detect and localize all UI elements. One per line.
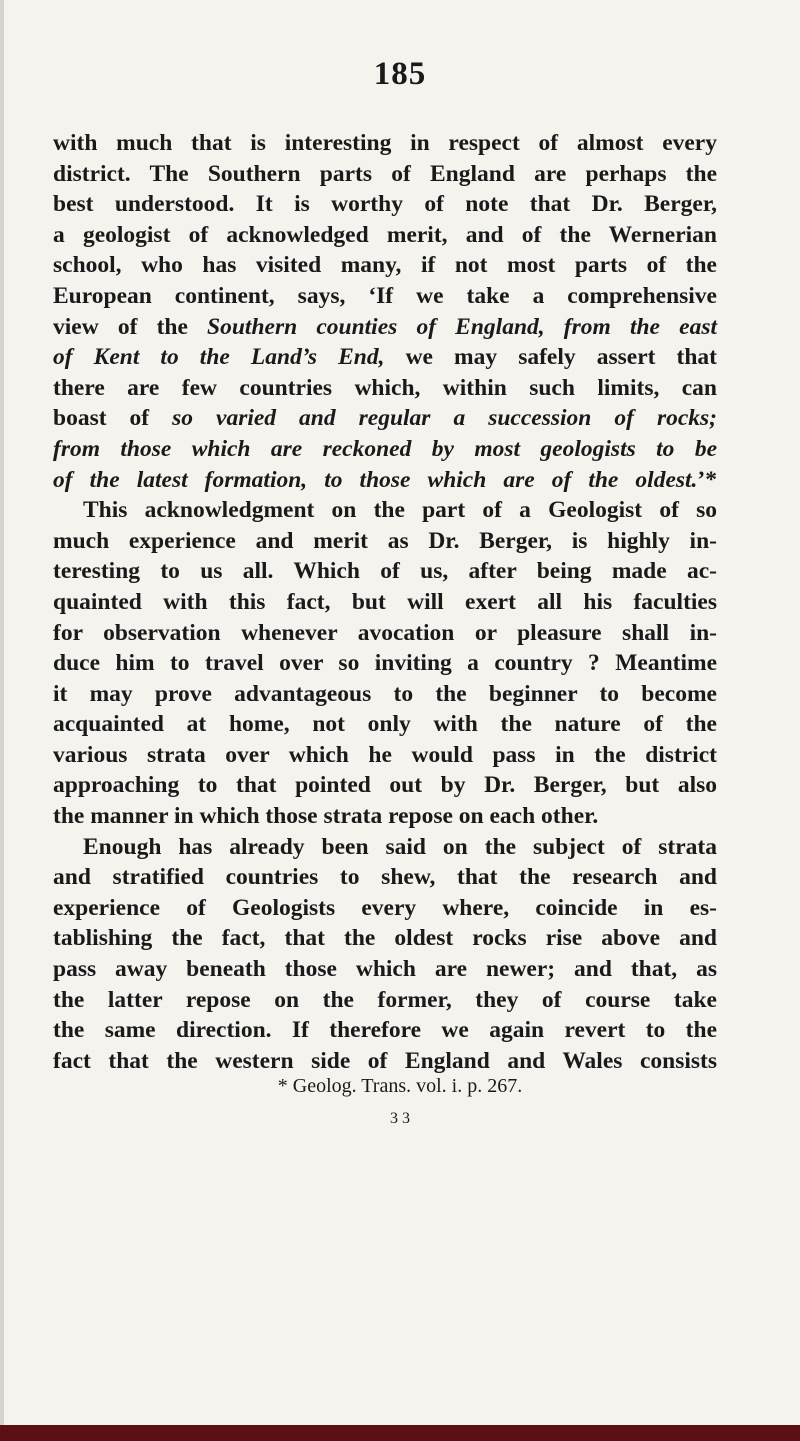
footnote: * Geolog. Trans. vol. i. p. 267. [277, 1075, 523, 1097]
text-line-27: tablishing the fact, that the oldest rocks rise above and [53, 925, 717, 952]
text-line-20: acquainted at home, not only with the nature of the [53, 711, 717, 738]
text-line-25: and stratified countries to shew, that the research and [53, 864, 717, 891]
text-line-14: much experience and merit as Dr. Berger, is highly in- [53, 527, 717, 554]
text-line-21: various strata over which he would pass in the district [53, 741, 717, 768]
text-line-4: a geologist of acknowledged merit, and of the Wernerian [53, 221, 717, 248]
text-line-7: view of the Southern counties of England, from the east [53, 313, 717, 340]
text-line-26: experience of Geologists every where, coincide in es- [53, 894, 717, 921]
text-line-23: the manner in which those strata repose on each other. [53, 803, 599, 830]
text-line-13: This acknowledgment on the part of a Geologist of so [83, 497, 717, 524]
page-number: 185 [373, 56, 427, 92]
text-line-2: district. The Southern parts of England are perhaps the [53, 160, 717, 187]
text-line-11: from those which are reckoned by most geologists to be [53, 435, 717, 462]
text-line-9: there are few countries which, within such limits, can [53, 374, 717, 401]
text-line-6: European continent, says, ‘If we take a comprehensive [53, 282, 717, 309]
bottom-border [0, 1425, 800, 1441]
text-line-31: fact that the western side of England and Wales consists [53, 1047, 717, 1074]
text-line-30: the same direction. If therefore we again revert to the [53, 1017, 717, 1044]
text-line-17: for observation whenever avocation or pleasure shall in- [53, 619, 717, 646]
text-line-16: quainted with this fact, but will exert all his faculties [53, 588, 717, 615]
text-line-29: the latter repose on the former, they of course take [53, 986, 717, 1013]
text-line-5: school, who has visited many, if not most parts of the [53, 252, 717, 279]
text-line-22: approaching to that pointed out by Dr. Berger, but also [53, 772, 717, 799]
body-text [53, 128, 717, 1076]
signature-mark: 3 3 [390, 1110, 410, 1127]
text-line-18: duce him to travel over so inviting a country ? Meantime [53, 650, 717, 677]
text-line-28: pass away beneath those which are newer; and that, as [53, 956, 717, 983]
text-line-24: Enough has already been said on the subject of strata [83, 833, 717, 860]
text-line-1: with much that is interesting in respect of almost every [53, 130, 717, 156]
text-line-10: boast of so varied and regular a succession of rocks; [53, 405, 717, 432]
text-line-12: of the latest formation, to those which are of the oldest.’* [53, 466, 717, 493]
text-line-3: best understood. It is worthy of note that Dr. Berger, [53, 191, 717, 218]
text-line-15: teresting to us all. Which of us, after being made ac- [53, 558, 717, 585]
page-edge-shadow [0, 0, 4, 1441]
text-line-8: of Kent to the Land’s End, we may safely assert that [53, 344, 717, 371]
text-line-19: it may prove advantageous to the beginner to become [53, 680, 717, 707]
